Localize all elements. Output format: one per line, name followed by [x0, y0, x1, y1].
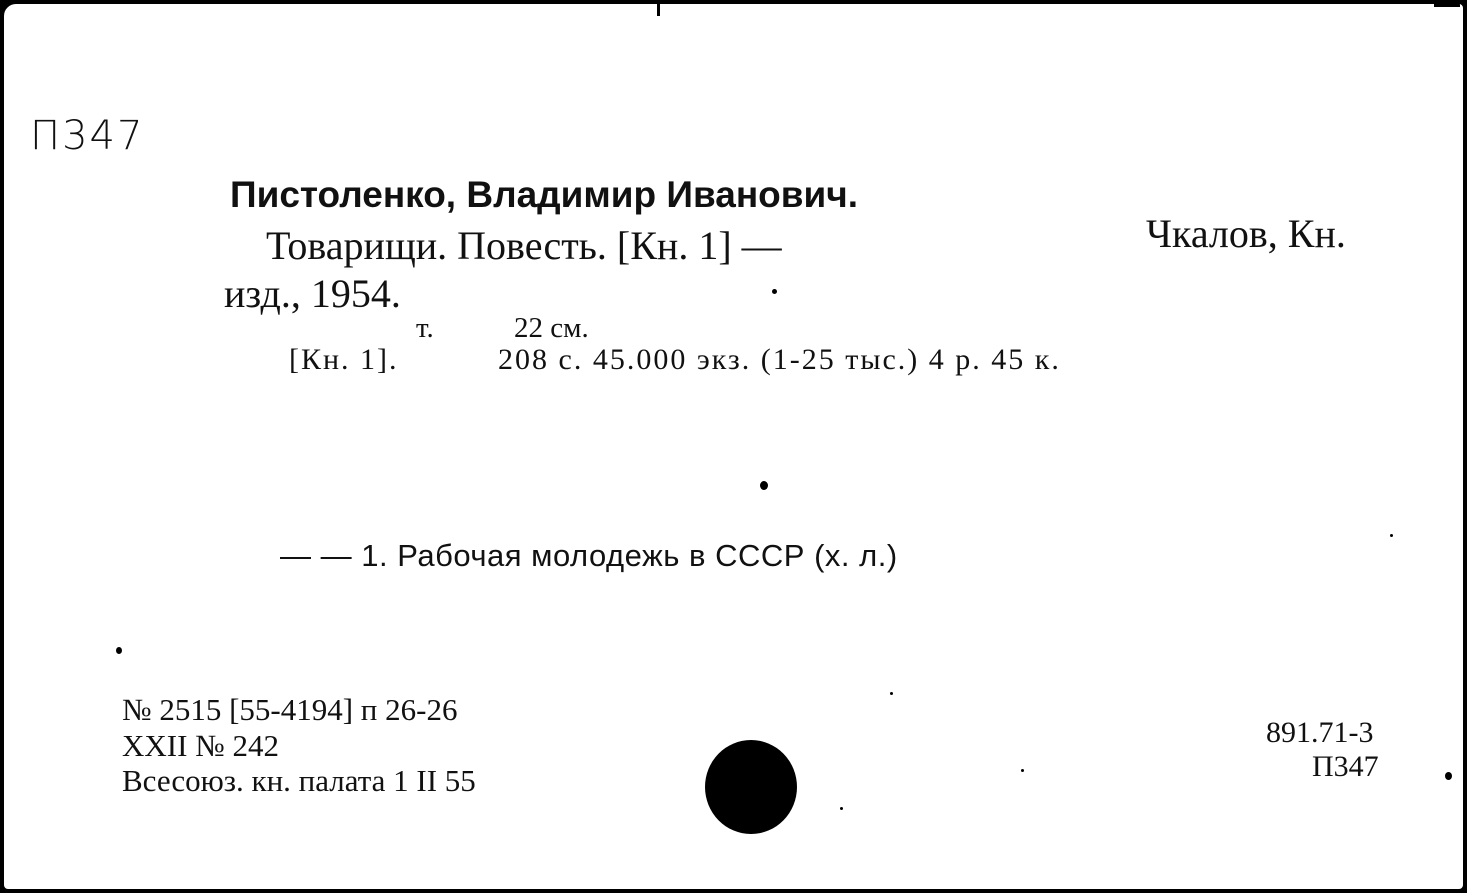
- author-heading: Пистоленко, Владимир Иванович.: [230, 174, 859, 215]
- ink-speck: [840, 807, 843, 810]
- cutter-number: П347: [1312, 750, 1379, 783]
- pagination-and-price: 208 с. 45.000 экз. (1-25 тыс.) 4 р. 45 к.: [498, 343, 1061, 376]
- punch-hole: [705, 740, 797, 834]
- ink-speck: [760, 481, 768, 490]
- edge-tick: [657, 4, 660, 16]
- publisher-year: изд., 1954.: [224, 271, 401, 316]
- edge-tick: [1434, 4, 1460, 7]
- ink-speck: [890, 692, 893, 695]
- ink-speck: [1445, 772, 1452, 780]
- ink-speck: [1390, 534, 1393, 537]
- subject-heading: — — 1. Рабочая молодежь в СССР (х. л.): [280, 538, 898, 573]
- classification-number: 891.71-3: [1266, 716, 1374, 749]
- ink-speck: [116, 647, 122, 654]
- volume-label: т.: [416, 312, 434, 344]
- catalog-card: [2, 2, 1465, 891]
- volume-number: [Кн. 1].: [289, 343, 399, 376]
- footer-registry-line: № 2515 [55-4194] п 26-26: [122, 692, 458, 727]
- physical-size: 22 см.: [514, 312, 589, 344]
- ink-speck: [772, 289, 777, 294]
- footer-series-line: XXII № 242: [122, 728, 279, 763]
- handwritten-call-number: П347: [30, 113, 145, 159]
- title-statement: Товарищи. Повесть. [Кн. 1] —: [266, 223, 782, 268]
- footer-chamber-line: Всесоюз. кн. палата 1 II 55: [122, 763, 476, 798]
- ink-speck: [1021, 769, 1024, 772]
- publication-place: Чкалов, Кн.: [1146, 211, 1346, 256]
